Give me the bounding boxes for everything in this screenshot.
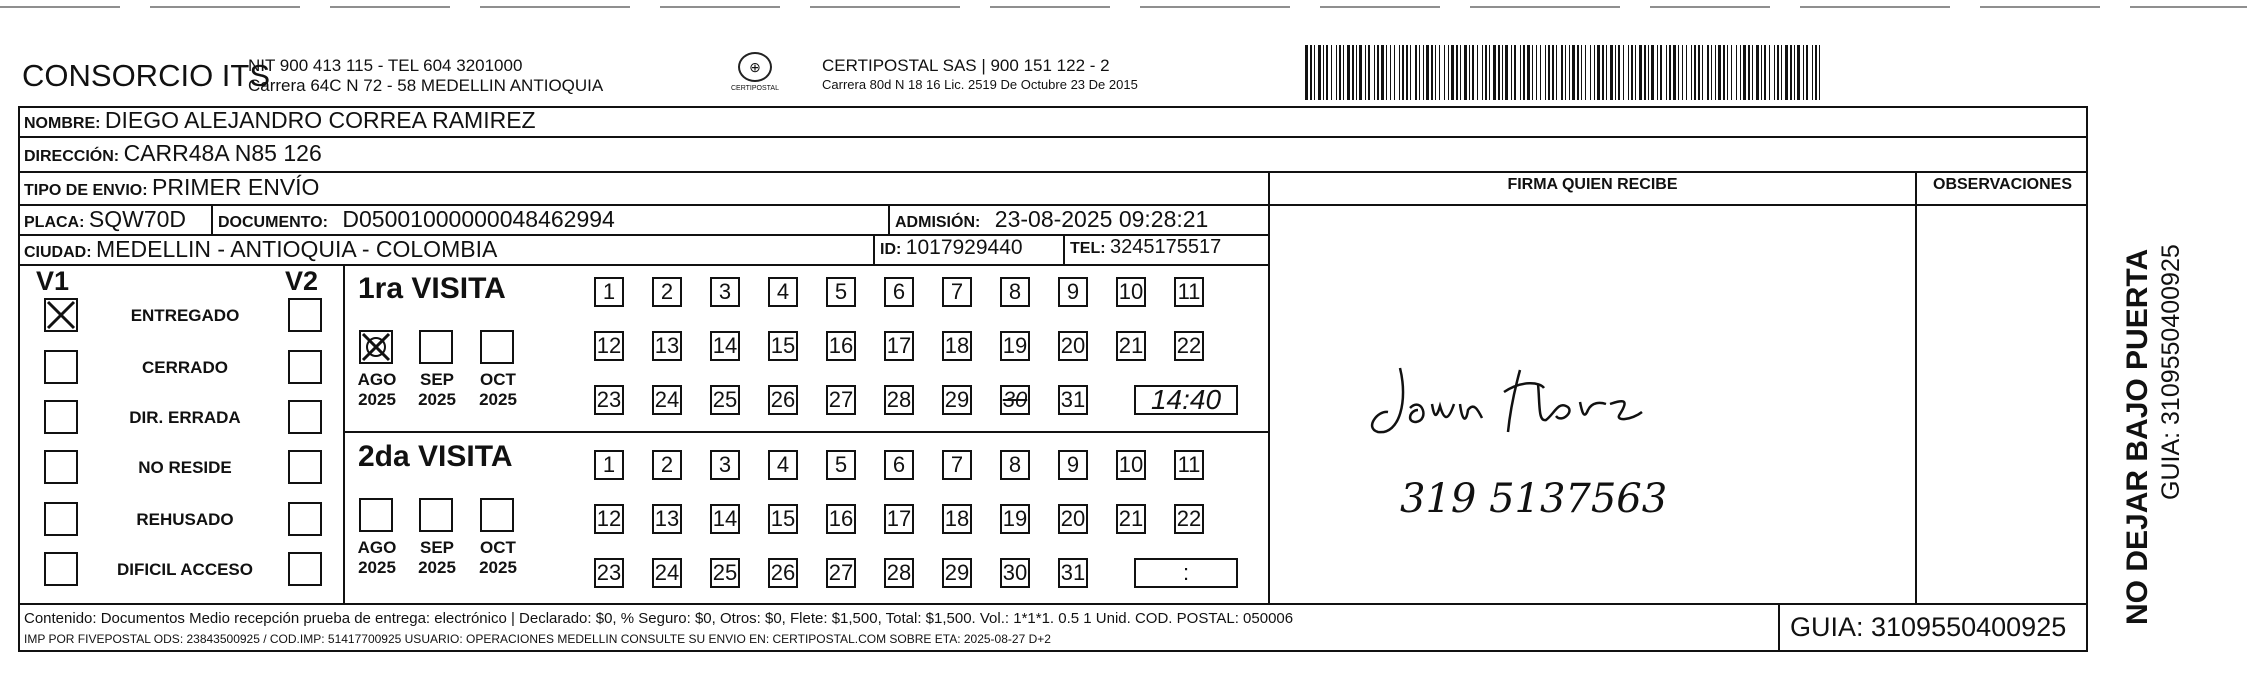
company-name: CONSORCIO ITS bbox=[22, 58, 271, 93]
signature-phone: 319 5137563 bbox=[1400, 476, 1668, 522]
day-box[interactable]: 4 bbox=[768, 277, 798, 307]
status-label: DIFICIL ACCESO bbox=[116, 560, 253, 579]
day-box[interactable]: 10 bbox=[1116, 277, 1146, 307]
month-checkbox-sep[interactable] bbox=[419, 330, 453, 364]
day-box[interactable]: 16 bbox=[826, 331, 856, 361]
day-box[interactable]: 13 bbox=[652, 504, 682, 534]
day-box[interactable]: 25 bbox=[710, 558, 740, 588]
documento-cell bbox=[218, 206, 615, 233]
ciudad-label: CIUDAD: bbox=[24, 244, 92, 261]
month-label bbox=[472, 538, 524, 578]
day-box[interactable]: 6 bbox=[884, 450, 914, 480]
day-box[interactable]: 6 bbox=[884, 277, 914, 307]
day-box[interactable]: 29 bbox=[942, 385, 972, 415]
day-box[interactable]: 12 bbox=[594, 504, 624, 534]
day-box[interactable]: 30 bbox=[1000, 558, 1030, 588]
v1-checkbox[interactable] bbox=[44, 502, 78, 536]
day-box[interactable]: 28 bbox=[884, 558, 914, 588]
month-name: OCT bbox=[480, 538, 516, 557]
month-name: SEP bbox=[419, 538, 455, 557]
status-label: DIR. ERRADA bbox=[129, 408, 241, 427]
v2-checkbox[interactable] bbox=[288, 400, 322, 434]
day-box[interactable]: 25 bbox=[710, 385, 740, 415]
plate: SQW70D bbox=[88, 206, 187, 232]
shipment-type: PRIMER ENVÍO bbox=[152, 174, 320, 200]
day-box[interactable]: 30 bbox=[1000, 385, 1030, 415]
barcode-icon bbox=[1305, 45, 1820, 100]
day-box[interactable]: 9 bbox=[1058, 450, 1088, 480]
city-cell bbox=[24, 236, 497, 263]
day-box[interactable]: 20 bbox=[1058, 504, 1088, 534]
day-box[interactable]: 5 bbox=[826, 450, 856, 480]
day-box[interactable]: 1 bbox=[594, 277, 624, 307]
day-box[interactable]: 29 bbox=[942, 558, 972, 588]
day-box[interactable]: 17 bbox=[884, 331, 914, 361]
month-checkbox-ago[interactable] bbox=[359, 330, 393, 364]
day-box[interactable]: 12 bbox=[594, 331, 624, 361]
day-box[interactable]: 2 bbox=[652, 450, 682, 480]
status-label: REHUSADO bbox=[136, 510, 234, 529]
day-box[interactable]: 16 bbox=[826, 504, 856, 534]
admision-cell bbox=[895, 206, 1208, 233]
day-box[interactable]: 23 bbox=[594, 558, 624, 588]
day-box[interactable]: 15 bbox=[768, 504, 798, 534]
day-box[interactable]: 8 bbox=[1000, 450, 1030, 480]
tipo-label: TIPO DE ENVIO: bbox=[24, 182, 148, 199]
day-box[interactable]: 7 bbox=[942, 277, 972, 307]
id-cell bbox=[880, 236, 1023, 260]
signature bbox=[1370, 340, 1700, 550]
day-box[interactable]: 22 bbox=[1174, 331, 1204, 361]
month-year: 2025 bbox=[479, 390, 517, 409]
month-label bbox=[411, 370, 463, 410]
v2-header: V2 bbox=[285, 266, 319, 296]
v2-checkbox[interactable] bbox=[288, 502, 322, 536]
month-label bbox=[351, 370, 403, 410]
day-box[interactable]: 22 bbox=[1174, 504, 1204, 534]
time-box[interactable]: : bbox=[1134, 558, 1238, 588]
day-box[interactable]: 3 bbox=[710, 450, 740, 480]
day-box[interactable]: 21 bbox=[1116, 331, 1146, 361]
day-box[interactable]: 31 bbox=[1058, 385, 1088, 415]
observaciones-header: OBSERVACIONES bbox=[1933, 176, 2072, 193]
status-label: NO RESIDE bbox=[138, 458, 232, 477]
month-name: SEP bbox=[419, 370, 455, 389]
month-label bbox=[472, 370, 524, 410]
no-dejar-warning: NO DEJAR BAJO PUERTA bbox=[2121, 248, 2154, 625]
day-box[interactable]: 10 bbox=[1116, 450, 1146, 480]
certipostal-address: Carrera 80d N 18 16 Lic. 2519 De Octubre 23 De 2015 bbox=[822, 77, 1138, 92]
day-box[interactable]: 20 bbox=[1058, 331, 1088, 361]
day-box[interactable]: 26 bbox=[768, 385, 798, 415]
tel-label: TEL: bbox=[1070, 240, 1106, 257]
month-checkbox-sep[interactable] bbox=[419, 498, 453, 532]
month-name: AGO bbox=[357, 538, 397, 557]
direccion-label: DIRECCIÓN: bbox=[24, 148, 120, 165]
day-box[interactable]: 4 bbox=[768, 450, 798, 480]
v1-checkbox[interactable] bbox=[44, 552, 78, 586]
month-name: AGO bbox=[357, 370, 397, 389]
month-checkbox-oct[interactable] bbox=[480, 330, 514, 364]
month-name: OCT bbox=[480, 370, 516, 389]
side-guia: GUIA: 3109550400925 bbox=[2157, 244, 2185, 500]
certipostal-logo bbox=[730, 52, 780, 98]
recipient-name: DIEGO ALEJANDRO CORREA RAMIREZ bbox=[104, 107, 536, 133]
time-box[interactable]: 14:40 bbox=[1134, 385, 1238, 415]
day-box[interactable]: 1 bbox=[594, 450, 624, 480]
day-box[interactable]: 13 bbox=[652, 331, 682, 361]
certipostal-info bbox=[822, 56, 1138, 94]
day-box[interactable]: 15 bbox=[768, 331, 798, 361]
top-cut-line bbox=[0, 6, 2247, 8]
address-row bbox=[24, 140, 322, 167]
print-info-line: IMP POR FIVEPOSTAL ODS: 23843500925 / COD.IMP: 51417700925 USUARIO: OPERACIONES MEDELLIN CONSULTE SU ENVIO EN: CERTIPOSTAL.COM SOBRE ETA: 2025-08-27 D+2 bbox=[24, 632, 1051, 646]
tel-cell bbox=[1070, 236, 1221, 259]
footer-guia: GUIA: 3109550400925 bbox=[1790, 612, 2067, 642]
day-box[interactable]: 9 bbox=[1058, 277, 1088, 307]
day-box[interactable]: 11 bbox=[1174, 277, 1204, 307]
status-label: ENTREGADO bbox=[130, 306, 240, 325]
id-number: 1017929440 bbox=[905, 236, 1023, 259]
placa-cell bbox=[24, 206, 186, 233]
day-box[interactable]: 27 bbox=[826, 558, 856, 588]
day-box[interactable]: 17 bbox=[884, 504, 914, 534]
second-visit-title: 2da VISITA bbox=[358, 440, 513, 473]
month-year: 2025 bbox=[479, 558, 517, 577]
day-box[interactable]: 24 bbox=[652, 558, 682, 588]
v1-checkbox[interactable] bbox=[44, 350, 78, 384]
day-box[interactable]: 11 bbox=[1174, 450, 1204, 480]
day-box[interactable]: 14 bbox=[710, 331, 740, 361]
recipient-name-row bbox=[24, 107, 536, 134]
v1-checkbox[interactable] bbox=[44, 298, 78, 332]
admision-label: ADMISIÓN: bbox=[895, 214, 981, 231]
day-box[interactable]: 7 bbox=[942, 450, 972, 480]
day-box[interactable]: 5 bbox=[826, 277, 856, 307]
first-visit-title: 1ra VISITA bbox=[358, 272, 506, 305]
company-info bbox=[248, 56, 603, 96]
month-checkbox-ago[interactable] bbox=[359, 498, 393, 532]
firma-header: FIRMA QUIEN RECIBE bbox=[1507, 176, 1678, 193]
day-box[interactable]: 2 bbox=[652, 277, 682, 307]
day-box[interactable]: 19 bbox=[1000, 504, 1030, 534]
v1-header: V1 bbox=[36, 266, 70, 296]
v1-checkbox[interactable] bbox=[44, 450, 78, 484]
day-box[interactable]: 27 bbox=[826, 385, 856, 415]
month-year: 2025 bbox=[358, 390, 396, 409]
v2-checkbox[interactable] bbox=[288, 298, 322, 332]
month-label bbox=[351, 538, 403, 578]
month-year: 2025 bbox=[418, 390, 456, 409]
day-box[interactable]: 31 bbox=[1058, 558, 1088, 588]
day-box[interactable]: 8 bbox=[1000, 277, 1030, 307]
company-address: Carrera 64C N 72 - 58 MEDELLIN ANTIOQUIA bbox=[248, 76, 604, 95]
recipient-address: CARR48A N85 126 bbox=[123, 140, 322, 166]
v2-checkbox[interactable] bbox=[288, 552, 322, 586]
check-mark-icon bbox=[46, 300, 76, 330]
day-box[interactable]: 3 bbox=[710, 277, 740, 307]
month-year: 2025 bbox=[418, 558, 456, 577]
day-box[interactable]: 18 bbox=[942, 504, 972, 534]
contents-line: Contenido: Documentos Medio recepción prueba de entrega: electrónico | Declarado: $0, % Seguro: $0, Otros: $0, Flete: $1,500, Total: $1,500. Vol.: 1*1*1. 0.5 1 Unid. COD. POSTAL: 050006 bbox=[24, 610, 1294, 627]
logo-text: CERTIPOSTAL bbox=[731, 85, 779, 92]
v1-checkbox[interactable] bbox=[44, 400, 78, 434]
city: MEDELLIN - ANTIOQUIA - COLOMBIA bbox=[96, 236, 498, 262]
day-box[interactable]: 24 bbox=[652, 385, 682, 415]
day-box[interactable]: 14 bbox=[710, 504, 740, 534]
phone-number: 3245175517 bbox=[1110, 236, 1222, 258]
day-box[interactable]: 26 bbox=[768, 558, 798, 588]
status-label: CERRADO bbox=[142, 358, 228, 377]
day-box[interactable]: 23 bbox=[594, 385, 624, 415]
v2-checkbox[interactable] bbox=[288, 350, 322, 384]
admission-datetime: 23-08-2025 09:28:21 bbox=[994, 206, 1209, 232]
logo-icon: ⊕ bbox=[738, 52, 772, 82]
day-box[interactable]: 19 bbox=[1000, 331, 1030, 361]
day-box[interactable]: 21 bbox=[1116, 504, 1146, 534]
month-label bbox=[411, 538, 463, 578]
id-label: ID: bbox=[880, 241, 902, 258]
nombre-label: NOMBRE: bbox=[24, 115, 101, 132]
check-mark-icon bbox=[361, 332, 391, 362]
day-box[interactable]: 28 bbox=[884, 385, 914, 415]
shipment-type-row bbox=[24, 174, 319, 201]
certipostal-line: CERTIPOSTAL SAS | 900 151 122 - 2 bbox=[822, 56, 1110, 75]
v2-checkbox[interactable] bbox=[288, 450, 322, 484]
month-year: 2025 bbox=[358, 558, 396, 577]
document-number: D05001000000048462994 bbox=[342, 206, 615, 232]
placa-label: PLACA: bbox=[24, 214, 85, 231]
month-checkbox-oct[interactable] bbox=[480, 498, 514, 532]
day-box[interactable]: 18 bbox=[942, 331, 972, 361]
nit-line: NIT 900 413 115 - TEL 604 3201000 bbox=[248, 56, 523, 75]
documento-label: DOCUMENTO: bbox=[218, 214, 328, 231]
